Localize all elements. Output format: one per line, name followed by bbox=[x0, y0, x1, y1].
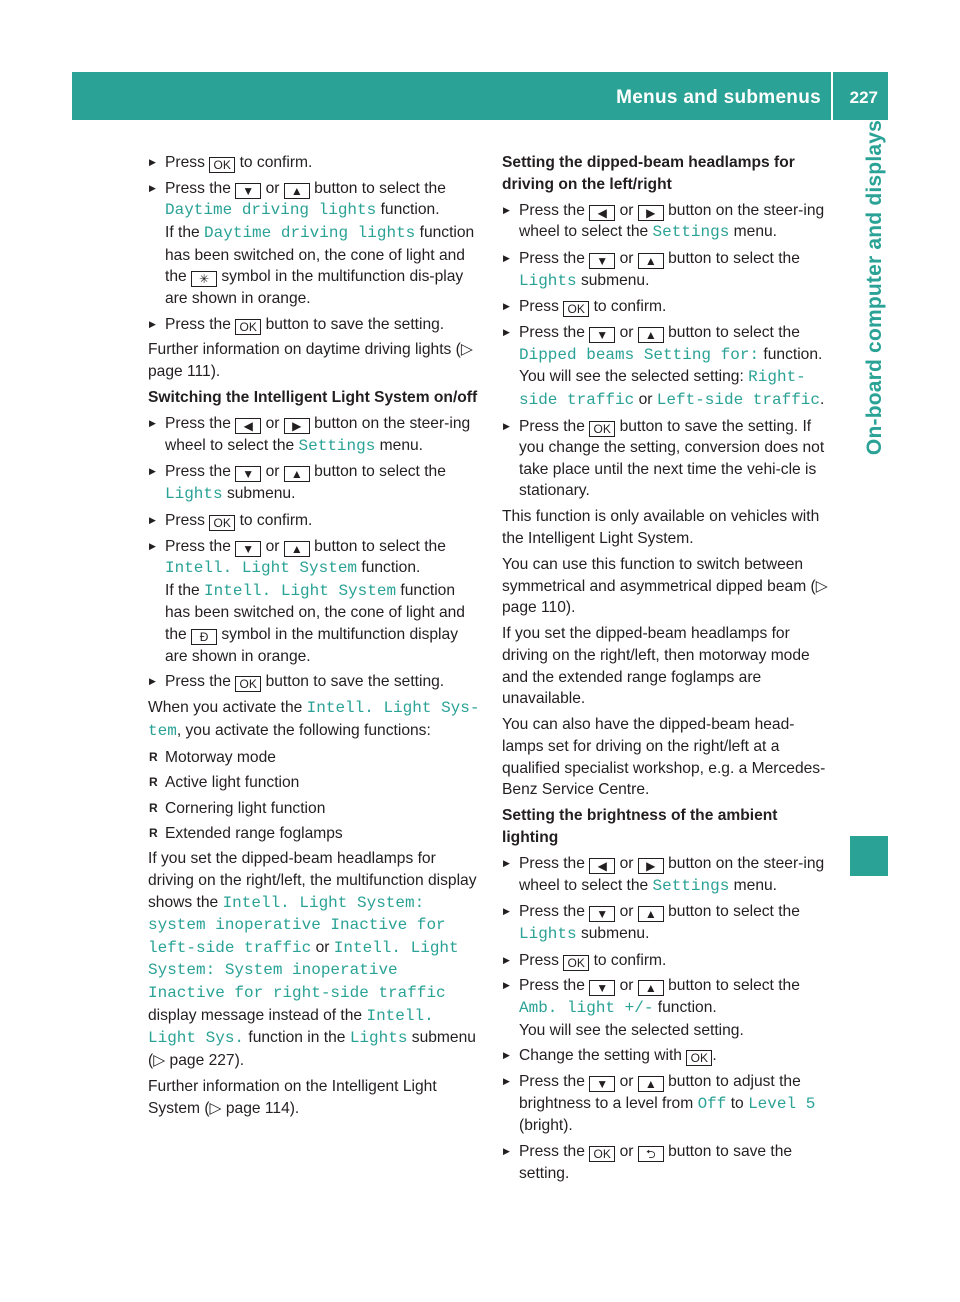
text-run: submenu. bbox=[580, 271, 650, 289]
up-key-icon: ▲ bbox=[638, 327, 664, 343]
text-run: button to save the setting. bbox=[265, 673, 445, 691]
chapter-label: On-board computer and displays bbox=[863, 120, 886, 456]
up-key-icon: ▲ bbox=[638, 1076, 664, 1092]
down-key-icon: ▼ bbox=[589, 253, 615, 269]
text-run: function. bbox=[361, 559, 421, 577]
text-run: button on the steer-ing wheel to select the bbox=[519, 854, 825, 894]
right-key-icon: ▶ bbox=[638, 858, 664, 874]
text-run: button to adjust the brightness to a level from bbox=[519, 1073, 801, 1112]
step bbox=[148, 314, 482, 336]
text-run: If the bbox=[165, 581, 200, 599]
text-run: Press the bbox=[519, 977, 585, 995]
left-column bbox=[148, 152, 482, 1124]
menu-item: Intell. Light System bbox=[165, 559, 358, 578]
up-key-icon: ▲ bbox=[284, 183, 310, 199]
text-run: Press the bbox=[519, 249, 585, 267]
text-run: button to select the bbox=[668, 977, 800, 995]
text-run: function in the bbox=[248, 1029, 346, 1047]
ok-key-icon: OK bbox=[209, 157, 235, 173]
ok-key-icon: OK bbox=[589, 421, 615, 437]
step bbox=[148, 413, 482, 457]
step bbox=[502, 1045, 836, 1067]
text-run: Press the bbox=[165, 315, 231, 333]
text-run: page 110). bbox=[502, 599, 576, 617]
text-run: , you activate the following functions: bbox=[176, 721, 431, 739]
sun-symbol-icon: ✳ bbox=[191, 271, 217, 287]
text-run: button to select the bbox=[314, 537, 446, 555]
text-run: or bbox=[619, 854, 634, 872]
text-run: button to select the bbox=[314, 463, 446, 481]
text-run: submenu. bbox=[226, 485, 296, 503]
menu-item: Intell. Light Sys‐tem bbox=[148, 699, 480, 740]
text-run: If you set the dipped-beam headlamps for driving on the right/left, the multifunction display shows the bbox=[148, 850, 477, 911]
text-run: or bbox=[619, 249, 634, 267]
text-run: button to save the setting. bbox=[519, 1143, 793, 1182]
text-run: or bbox=[315, 938, 330, 956]
paragraph: This function is only available on vehicles with the Intelligent Light System. bbox=[502, 508, 820, 547]
page-number: 227 bbox=[849, 88, 878, 107]
text-run: or bbox=[619, 977, 634, 995]
up-key-icon: ▲ bbox=[284, 541, 310, 557]
up-key-icon: ▲ bbox=[638, 906, 664, 922]
text-run: You will see the selected setting: bbox=[519, 368, 744, 386]
step bbox=[502, 975, 836, 1041]
text-run: Press the bbox=[519, 1073, 585, 1091]
text-run: Press the bbox=[165, 463, 231, 481]
back-key-icon: ⮌ bbox=[638, 1146, 664, 1162]
text-run: Further information on the Intelligent Light System ( bbox=[148, 1078, 437, 1117]
menu-item: Lights bbox=[165, 485, 223, 504]
step bbox=[502, 248, 836, 292]
list-item: R Cornering light function bbox=[148, 798, 482, 820]
step bbox=[148, 178, 482, 310]
paragraph bbox=[502, 554, 836, 619]
down-key-icon: ▼ bbox=[235, 183, 261, 199]
list-item: R Extended range foglamps bbox=[148, 823, 482, 845]
text-run: or bbox=[265, 463, 280, 481]
ok-key-icon: OK bbox=[563, 955, 589, 971]
text-run: Press the bbox=[519, 854, 585, 872]
text-run: or bbox=[265, 179, 280, 197]
text-run: submenu ( bbox=[148, 1029, 476, 1069]
menu-item: Lights bbox=[349, 1029, 408, 1048]
text-run: button to select the bbox=[668, 249, 800, 267]
menu-item: Settings bbox=[298, 436, 376, 455]
display-message: Intell. Light System: System inoperative Inactive for right-side traffic bbox=[148, 938, 459, 1003]
ok-key-icon: OK bbox=[589, 1146, 615, 1162]
text-run: button on the steer-ing wheel to select the bbox=[519, 201, 825, 241]
text-run: button to select the bbox=[314, 179, 446, 197]
down-key-icon: ▼ bbox=[589, 906, 615, 922]
section-heading: Setting the dipped-beam headlamps for driving on the left/right bbox=[502, 154, 795, 193]
up-key-icon: ▲ bbox=[638, 980, 664, 996]
left-key-icon: ◀ bbox=[589, 858, 615, 874]
page-header bbox=[72, 72, 888, 120]
down-key-icon: ▼ bbox=[589, 980, 615, 996]
page-ref-icon: ▷ bbox=[153, 1051, 166, 1069]
text-run: function. bbox=[763, 345, 823, 363]
text-run: or bbox=[619, 1073, 634, 1091]
menu-item: Daytime driving lights bbox=[204, 223, 416, 242]
ok-key-icon: OK bbox=[563, 301, 589, 317]
menu-item: Lights bbox=[519, 924, 577, 943]
text-run: Press bbox=[165, 511, 205, 529]
menu-item: Right-side traffic bbox=[519, 368, 806, 409]
paragraph bbox=[148, 848, 482, 1071]
text-run: symbol in the multifunction dis-play are shown in orange. bbox=[165, 268, 464, 307]
paragraph bbox=[148, 1076, 482, 1119]
text-run: Press the bbox=[519, 201, 585, 219]
text-run: or bbox=[619, 201, 634, 219]
step bbox=[148, 536, 482, 668]
step bbox=[502, 1071, 836, 1137]
left-key-icon: ◀ bbox=[589, 205, 615, 221]
down-key-icon: ▼ bbox=[589, 327, 615, 343]
menu-item: Lights bbox=[519, 271, 577, 290]
text-run: Press the bbox=[165, 673, 231, 691]
text-run: Press the bbox=[519, 1143, 585, 1161]
step bbox=[502, 416, 836, 502]
step bbox=[502, 1141, 836, 1184]
text-run: submenu. bbox=[580, 924, 650, 942]
menu-item: Daytime driving lights bbox=[165, 201, 377, 220]
section-title: Menus and submenus bbox=[616, 87, 821, 108]
text-run: Press the bbox=[519, 417, 585, 435]
menu-item: Settings bbox=[652, 876, 730, 895]
up-key-icon: ▲ bbox=[284, 466, 310, 482]
text-run: to confirm. bbox=[239, 154, 313, 171]
down-key-icon: ▼ bbox=[235, 466, 261, 482]
text-run: Further information on daytime driving lights ( bbox=[148, 341, 461, 359]
text-run: button to select the bbox=[668, 903, 800, 921]
text-run: page 114). bbox=[225, 1099, 300, 1117]
chapter-marker bbox=[850, 836, 888, 876]
text-run: You can use this function to switch between symmetrical and asymmetrical dipped beam ( bbox=[502, 556, 816, 595]
text-run: display message instead of the bbox=[148, 1006, 363, 1024]
text-run: Press bbox=[519, 298, 559, 316]
text-run: symbol in the multifunction display are shown in orange. bbox=[165, 625, 458, 665]
text-run: page 111). bbox=[148, 362, 221, 380]
text-run: Press bbox=[165, 154, 205, 171]
text-run: function has been switched on, the cone of light and the bbox=[165, 581, 465, 643]
text-run: Press the bbox=[519, 903, 585, 921]
header-divider bbox=[831, 72, 833, 120]
text-run: or bbox=[265, 537, 280, 555]
ok-key-icon: OK bbox=[209, 515, 235, 531]
step bbox=[502, 950, 836, 972]
menu-item: Dipped beams Setting for: bbox=[519, 345, 760, 364]
menu-item: Left-side traffic bbox=[656, 390, 821, 409]
ok-key-icon: OK bbox=[235, 676, 261, 692]
text-run: page 227). bbox=[169, 1051, 245, 1069]
text-run: Press bbox=[519, 951, 559, 969]
list-item: R Active light function bbox=[148, 772, 482, 794]
text-run: to confirm. bbox=[239, 511, 313, 529]
text-run: menu. bbox=[733, 876, 778, 894]
chapter-tab bbox=[834, 120, 888, 610]
text-run: or bbox=[619, 903, 634, 921]
step bbox=[148, 671, 482, 693]
text-run: You will see the selected setting. bbox=[519, 1021, 744, 1039]
paragraph: You can also have the dipped-beam head-lamps set for driving on the right/left at a qualified specialist workshop, e.g. a Mercedes-Benz Service Centre. bbox=[502, 716, 826, 799]
down-key-icon: ▼ bbox=[235, 541, 261, 557]
text-run: button on the steer-ing wheel to select the bbox=[165, 415, 471, 454]
text-run: Press the bbox=[165, 415, 231, 433]
text-run: menu. bbox=[733, 223, 778, 241]
section-heading: Switching the Intelligent Light System on/off bbox=[148, 389, 478, 407]
paragraph: If you set the dipped-beam headlamps for driving on the right/left, then motorway mode and the extended range foglamps are unavailable. bbox=[502, 625, 810, 708]
page-ref-icon: ▷ bbox=[209, 1099, 222, 1117]
text-run: button to save the setting. bbox=[265, 315, 445, 333]
paragraph bbox=[148, 697, 482, 742]
text-run: button to select the bbox=[668, 324, 800, 342]
step bbox=[502, 901, 836, 945]
menu-item: Off bbox=[697, 1094, 727, 1113]
text-run: . bbox=[712, 1047, 717, 1065]
section-heading: Setting the brightness of the ambient lighting bbox=[502, 807, 778, 846]
text-run: When you activate the bbox=[148, 699, 303, 717]
menu-item: Settings bbox=[652, 223, 730, 242]
display-message: Intell. Light System: system inoperative Inactive for left-side traffic bbox=[148, 893, 446, 957]
text-run: or bbox=[619, 1143, 634, 1161]
text-run: button to save the setting. If you change the setting, conversion does not take place until the next time the vehi-cle is stationary. bbox=[519, 417, 825, 500]
text-run: or bbox=[265, 415, 280, 433]
step bbox=[148, 152, 482, 174]
text-run: menu. bbox=[379, 436, 424, 454]
step bbox=[502, 322, 836, 411]
step bbox=[502, 200, 836, 244]
paragraph bbox=[148, 339, 482, 382]
text-run: Change the setting with bbox=[519, 1047, 682, 1065]
up-key-icon: ▲ bbox=[638, 253, 664, 269]
text-run: or bbox=[638, 390, 653, 408]
right-key-icon: ▶ bbox=[284, 418, 310, 434]
text-run: to confirm. bbox=[593, 298, 667, 316]
text-run: Press the bbox=[165, 179, 231, 197]
text-run: function. bbox=[657, 999, 717, 1017]
page-ref-icon: ▷ bbox=[460, 341, 473, 359]
step bbox=[502, 853, 836, 897]
dipped-beam-symbol-icon: Ð bbox=[191, 629, 217, 645]
text-run: function. bbox=[380, 201, 440, 219]
step bbox=[148, 461, 482, 505]
step bbox=[148, 510, 482, 532]
menu-item: Intell. Light System bbox=[204, 581, 397, 600]
left-key-icon: ◀ bbox=[235, 418, 261, 434]
text-run: or bbox=[619, 324, 634, 342]
text-run: If the bbox=[165, 223, 200, 241]
step bbox=[502, 296, 836, 318]
text-run: Press the bbox=[519, 324, 585, 342]
ok-key-icon: OK bbox=[686, 1050, 712, 1066]
menu-item: Level 5 bbox=[748, 1094, 816, 1113]
menu-item: Amb. light +/- bbox=[519, 999, 654, 1018]
text-run: . bbox=[820, 390, 825, 408]
right-key-icon: ▶ bbox=[638, 205, 664, 221]
text-run: Press the bbox=[165, 537, 231, 555]
ok-key-icon: OK bbox=[235, 319, 261, 335]
page-ref-icon: ▷ bbox=[815, 577, 828, 595]
text-run: to bbox=[730, 1094, 744, 1112]
text-run: function has been switched on, the cone of light and the bbox=[165, 223, 475, 286]
right-column bbox=[502, 152, 836, 1189]
text-run: (bright). bbox=[519, 1117, 573, 1135]
down-key-icon: ▼ bbox=[589, 1076, 615, 1092]
list-item: R Motorway mode bbox=[148, 747, 482, 769]
text-run: to confirm. bbox=[593, 951, 667, 969]
menu-item: Intell. Light Sys. bbox=[148, 1006, 434, 1048]
